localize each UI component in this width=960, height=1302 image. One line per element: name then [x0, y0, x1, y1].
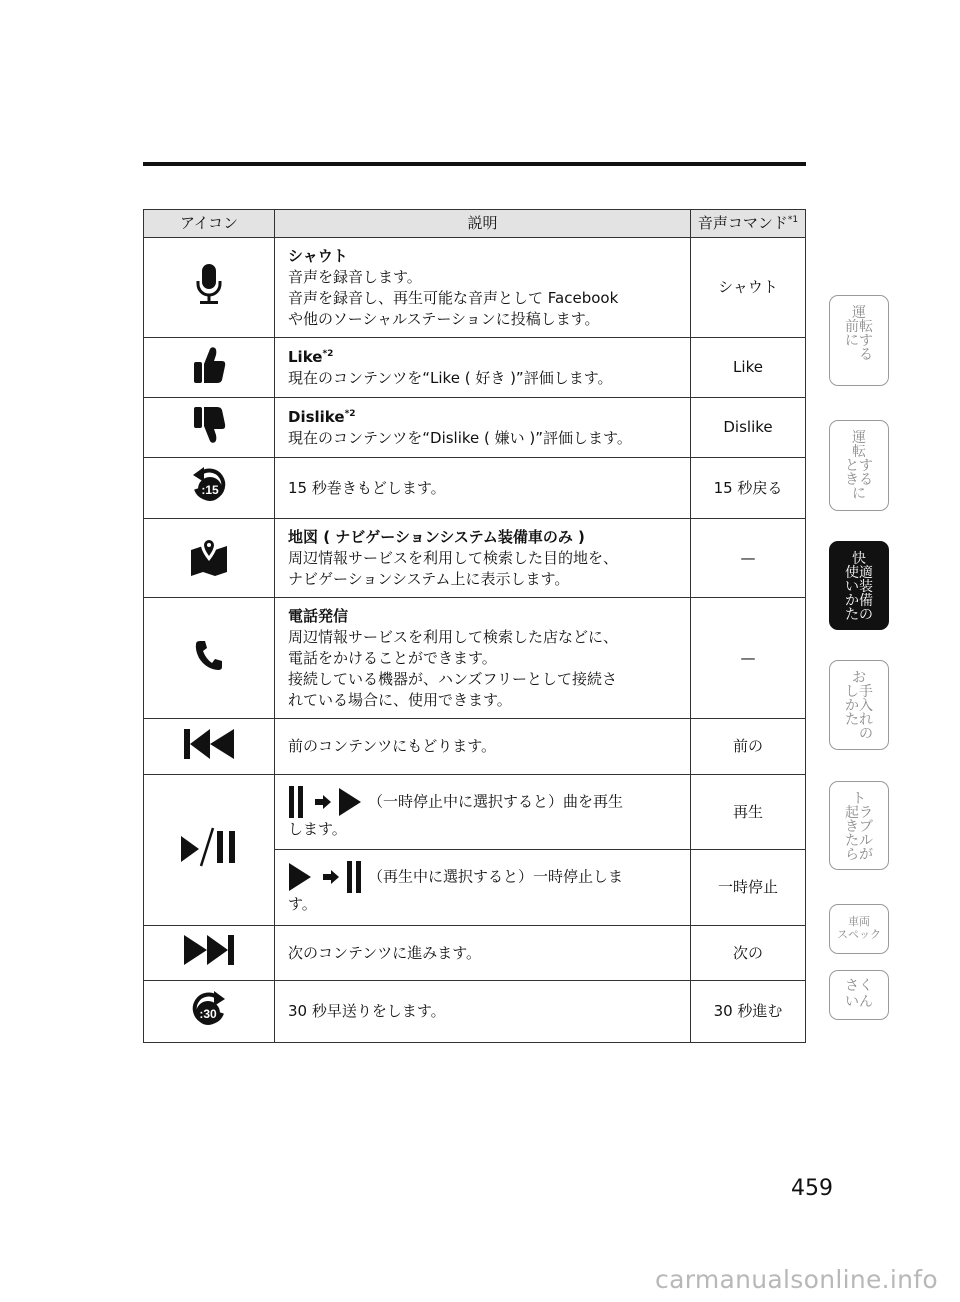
voice-command: —: [691, 598, 806, 719]
table-row: [144, 926, 806, 981]
skip-back-icon: [183, 728, 235, 760]
svg-text::15: :15: [201, 483, 219, 497]
row-line: 音声を録音し、再生可能な音声として Facebook: [288, 288, 619, 307]
row-line: 電話をかけることができます。: [288, 648, 497, 667]
side-tab-index[interactable]: [829, 970, 889, 1020]
table-row: [144, 519, 806, 598]
pause-to-play-sequence: [288, 785, 362, 819]
row-line: 周辺情報サービスを利用して検索した店などに、: [288, 627, 619, 646]
voice-command: 次の: [691, 926, 806, 981]
phone-icon: [194, 639, 224, 671]
header-description: 説明: [275, 210, 691, 238]
row-line: 接続している機器が、ハンズフリーとして接続さ: [288, 669, 617, 688]
watermark: carmanualsonline.info: [655, 1265, 938, 1294]
play-icon: [338, 787, 362, 817]
voice-command: 前の: [691, 719, 806, 775]
side-tab-label: 快 使適 い装 か備 たの: [845, 551, 873, 623]
top-rule: [143, 162, 806, 166]
voice-command: 15 秒戻る: [691, 458, 806, 519]
row-title: 地図 ( ナビゲーションシステム装備車のみ ): [288, 527, 585, 546]
table-row: [144, 338, 806, 398]
row-line: す。: [288, 895, 317, 913]
table-row: [144, 598, 806, 719]
play-to-pause-sequence: [288, 860, 362, 894]
table-row: [144, 398, 806, 458]
voice-command: Like: [691, 338, 806, 398]
row-line: 次のコンテンツに進みます。: [288, 943, 482, 962]
voice-command: Dislike: [691, 398, 806, 458]
side-tab-label: さく いん: [845, 978, 873, 1010]
row-line: 音声を録音します。: [288, 267, 422, 286]
voice-command: シャウト: [691, 238, 806, 338]
svg-text::30: :30: [199, 1006, 217, 1021]
voice-command: 一時停止: [691, 850, 806, 926]
voice-command: 再生: [691, 775, 806, 850]
row-line: 15 秒巻きもどします。: [288, 478, 446, 497]
row-line: 周辺情報サービスを利用して検索した目的地を、: [288, 548, 619, 567]
side-tab-maintenance[interactable]: [829, 660, 889, 750]
side-tab-label: 運 前転 にす る: [845, 305, 873, 363]
map-pin-icon: [189, 534, 229, 576]
pause-icon: [346, 860, 362, 894]
page-number: 459: [791, 1176, 833, 1201]
voice-command: 30 秒進む: [691, 981, 806, 1043]
side-tab-comfort-equipment[interactable]: [829, 541, 889, 630]
table-row: [144, 775, 806, 850]
table-row: [144, 981, 806, 1043]
row-line: 現在のコンテンツを“Like ( 好き )”評価します。: [288, 368, 613, 387]
side-tab-label: 車両 スペック: [837, 915, 881, 941]
row-line: れている場合に、使用できます。: [288, 690, 512, 709]
rewind-15-icon: [190, 465, 228, 505]
side-tab-troubleshooting[interactable]: [829, 781, 889, 870]
table-header-row: [144, 210, 806, 238]
row-line: 30 秒早送りをします。: [288, 1002, 446, 1020]
table-row: [144, 719, 806, 775]
skip-forward-icon: [183, 934, 235, 966]
row-title: 電話発信: [288, 606, 349, 625]
voice-command: —: [691, 519, 806, 598]
side-tab-before-driving[interactable]: [829, 295, 889, 386]
play-pause-icon: [180, 827, 238, 867]
forward-30-icon: [190, 989, 228, 1029]
side-tab-label: ト 起ラ きブ たル らが: [845, 791, 873, 863]
row-line: ナビゲーションシステム上に表示します。: [288, 569, 570, 588]
row-title: Like$^{*2}$: [288, 347, 334, 366]
row-line: （一時停止中に選択すると）曲を再生: [288, 785, 680, 819]
table-row: [144, 238, 806, 338]
thumbs-down-icon: [191, 405, 227, 445]
microphone-icon: [195, 263, 223, 307]
row-line: 前のコンテンツにもどります。: [288, 737, 497, 755]
side-tab-vehicle-specs[interactable]: [829, 904, 889, 954]
header-icon: アイコン: [144, 210, 275, 238]
thumbs-up-icon: [191, 345, 227, 385]
arrow-right-icon: [316, 869, 342, 885]
table-row: [144, 458, 806, 519]
row-line: します。: [288, 819, 347, 838]
pause-icon: [288, 785, 304, 819]
side-tab-label: お し手 か入 たれ の: [845, 670, 873, 742]
row-line: 現在のコンテンツを“Dislike ( 嫌い )”評価します。: [288, 428, 632, 447]
row-line: （再生中に選択すると）一時停止しま: [288, 860, 680, 894]
header-voice-command: 音声コマンド$^{*1}$: [691, 210, 806, 238]
side-tab-label: 運 転 とす きる に: [845, 430, 873, 502]
row-title: シャウト: [288, 246, 348, 265]
row-line: や他のソーシャルステーションに投稿します。: [288, 309, 600, 328]
row-title: Dislike$^{*2}$: [288, 407, 356, 426]
controls-table: [143, 209, 806, 1043]
side-tab-while-driving[interactable]: [829, 420, 889, 511]
play-icon: [288, 862, 312, 892]
arrow-right-icon: [308, 794, 334, 810]
